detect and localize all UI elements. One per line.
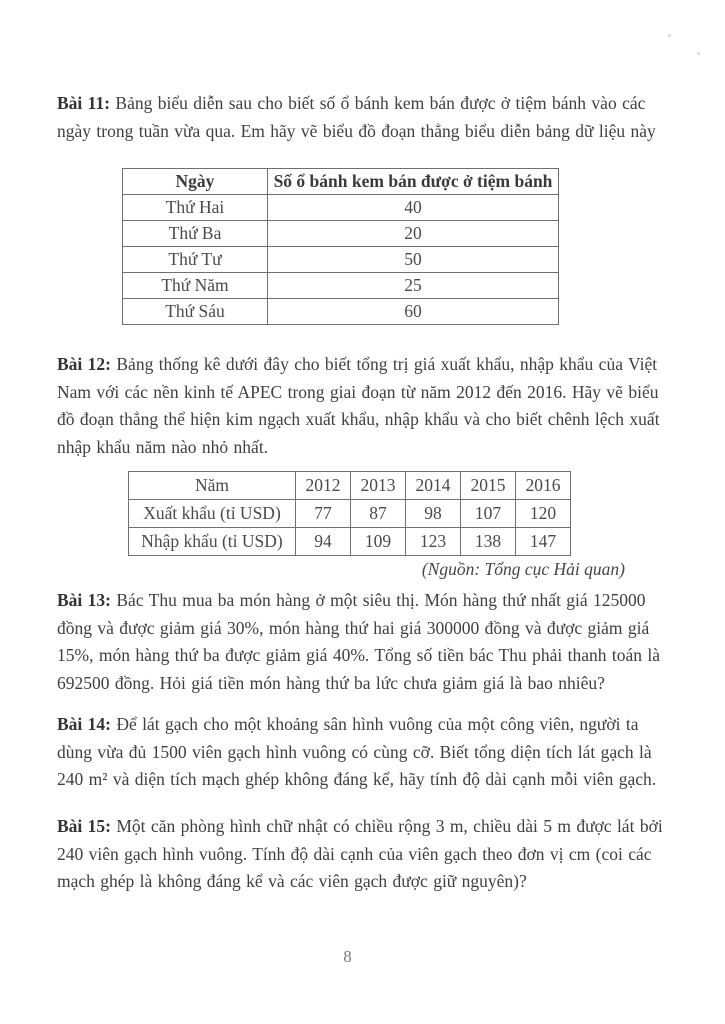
table-cell: 60 bbox=[268, 299, 559, 325]
table-cell: 94 bbox=[296, 528, 351, 556]
table-row bbox=[123, 299, 559, 325]
table-cell: 77 bbox=[296, 500, 351, 528]
scan-artifact bbox=[697, 52, 700, 55]
table-cell: Thứ Ba bbox=[123, 221, 268, 247]
problem-label: Bài 13: bbox=[57, 590, 111, 610]
table-cell: 98 bbox=[406, 500, 461, 528]
table-header-row bbox=[123, 169, 559, 195]
scan-artifact bbox=[668, 34, 671, 37]
cake-sales-table bbox=[122, 168, 559, 325]
problem-label: Bài 15: bbox=[57, 816, 111, 836]
table-header-cell: 2013 bbox=[351, 472, 406, 500]
table-row bbox=[129, 500, 571, 528]
table-cell: 123 bbox=[406, 528, 461, 556]
table-cell: 25 bbox=[268, 273, 559, 299]
problem-text: Bảng biểu diễn sau cho biết số ổ bánh kem bán được ở tiệm bánh vào các ngày trong tuần vừa qua. Em hãy vẽ biểu đồ đoạn thẳng biểu diễn bảng dữ liệu này bbox=[57, 93, 656, 141]
table-cell: 50 bbox=[268, 247, 559, 273]
table-header-row bbox=[129, 472, 571, 500]
table-cell: Nhập khẩu (tỉ USD) bbox=[129, 528, 296, 556]
table-source-note: (Nguồn: Tổng cục Hải quan) bbox=[421, 559, 625, 579]
table-header-cell: 2015 bbox=[461, 472, 516, 500]
problem-bai-12 bbox=[57, 351, 671, 461]
table-cell: Thứ Tư bbox=[123, 247, 268, 273]
import-export-table bbox=[128, 471, 571, 556]
table-cell: 120 bbox=[516, 500, 571, 528]
table-cell: 40 bbox=[268, 195, 559, 221]
table-cell: 147 bbox=[516, 528, 571, 556]
table-cell: 107 bbox=[461, 500, 516, 528]
problem-label: Bài 14: bbox=[57, 714, 111, 734]
table-row bbox=[123, 247, 559, 273]
table-cell: 20 bbox=[268, 221, 559, 247]
table-row bbox=[123, 195, 559, 221]
table-header-cell: Năm bbox=[129, 472, 296, 500]
problem-bai-15 bbox=[57, 813, 671, 896]
table-cell: Xuất khẩu (tỉ USD) bbox=[129, 500, 296, 528]
table-header-cell: Ngày bbox=[123, 169, 268, 195]
problem-text: Để lát gạch cho một khoảng sân hình vuông của một công viên, người ta dùng vừa đủ 1500 viên gạch hình vuông có cùng cỡ. Biết tổng diện tích lát gạch là 240 m² và diện tích mạch ghép không đáng kể, hãy tính độ dài cạnh mỗi viên gạch. bbox=[57, 714, 657, 789]
table-cell: Thứ Hai bbox=[123, 195, 268, 221]
table-header-cell: 2016 bbox=[516, 472, 571, 500]
problem-label: Bài 11: bbox=[57, 93, 111, 113]
table-header-cell: Số ổ bánh kem bán được ở tiệm bánh bbox=[268, 169, 559, 195]
table-row bbox=[123, 273, 559, 299]
problem-bai-13 bbox=[57, 587, 671, 697]
page-number: 8 bbox=[343, 947, 352, 966]
table-cell: Thứ Năm bbox=[123, 273, 268, 299]
problem-bai-11 bbox=[57, 90, 671, 145]
problem-text: Bác Thu mua ba món hàng ở một siêu thị. Món hàng thứ nhất giá 125000 đồng và được giảm giá 30%, món hàng thứ hai giá 300000 đồng và được giảm giá 15%, món hàng thứ ba được giảm giá 40%. Tổng số tiền bác Thu phải thanh toán là 692500 đồng. Hỏi giá tiền món hàng thứ ba lức chưa giảm giá là bao nhiêu? bbox=[57, 590, 661, 693]
table-cell: 109 bbox=[351, 528, 406, 556]
problem-label: Bài 12: bbox=[57, 354, 111, 374]
table-row bbox=[123, 221, 559, 247]
table-header-cell: 2014 bbox=[406, 472, 461, 500]
problem-bai-14 bbox=[57, 711, 671, 794]
table-header-cell: 2012 bbox=[296, 472, 351, 500]
table-cell: 87 bbox=[351, 500, 406, 528]
table-row bbox=[129, 528, 571, 556]
problem-text: Bảng thống kê dưới đây cho biết tổng trị giá xuất khẩu, nhập khẩu của Việt Nam với các nền kinh tế APEC trong giai đoạn từ năm 2012 đến 2016. Hãy vẽ biểu đồ đoạn thẳng thể hiện kim ngạch xuất khẩu, nhập khẩu và cho biết chênh lệch xuất nhập khẩu năm nào nhỏ nhất. bbox=[57, 354, 660, 457]
problem-text: Một căn phòng hình chữ nhật có chiều rộng 3 m, chiều dài 5 m được lát bởi 240 viên gạch hình vuông. Tính độ dài cạnh của viên gạch theo đơn vị cm (coi các mạch ghép là không đáng kể và các viên gạch được giữ nguyên)? bbox=[57, 816, 663, 891]
table-cell: Thứ Sáu bbox=[123, 299, 268, 325]
table-cell: 138 bbox=[461, 528, 516, 556]
